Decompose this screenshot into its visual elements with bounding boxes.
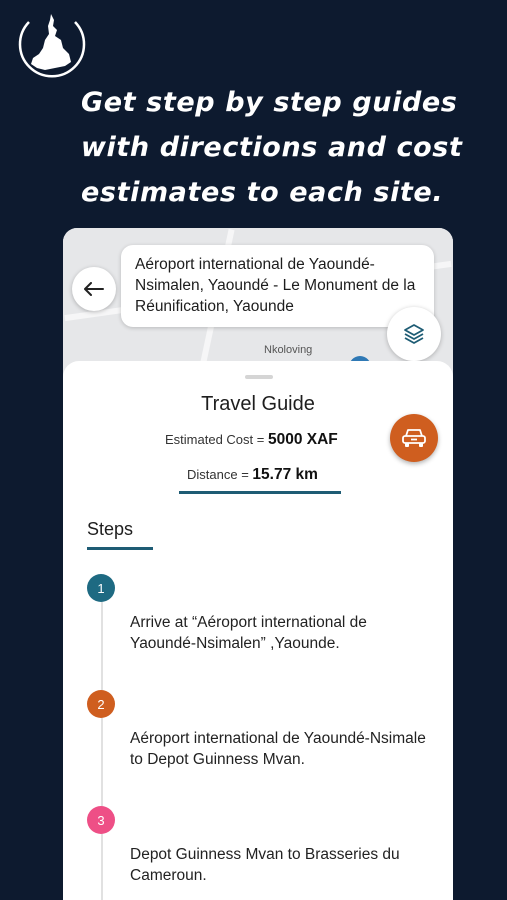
- distance-value: 15.77 km: [252, 466, 318, 483]
- layers-button[interactable]: [387, 307, 441, 361]
- distance: [187, 466, 318, 484]
- route-address-card[interactable]: Aéroport international de Yaoundé-Nsimalen, Yaoundé - Le Monument de la Réunification, Yaounde: [121, 245, 434, 327]
- travel-guide-sheet: [63, 361, 453, 900]
- headline: [81, 80, 481, 215]
- distance-underline: [179, 491, 341, 494]
- step-text: Arrive at “Aéroport international de Yaoundé-Nsimalen” ,Yaounde.: [130, 614, 367, 652]
- car-button[interactable]: [390, 414, 438, 462]
- step-text: Depot Guinness Mvan to Brasseries du Cameroun.: [130, 846, 400, 884]
- cameroon-map-logo-icon: [17, 10, 87, 86]
- sheet-title: Travel Guide: [201, 393, 315, 415]
- headline-line-3: estimates to each site.: [81, 177, 444, 208]
- car-icon: [401, 427, 427, 449]
- drag-handle[interactable]: [245, 375, 273, 379]
- back-button[interactable]: [72, 267, 116, 311]
- distance-label: Distance =: [187, 467, 253, 482]
- tab-steps[interactable]: Steps: [87, 519, 134, 539]
- step-number-badge: 1: [87, 574, 115, 602]
- headline-line-2: with directions and cost: [81, 132, 463, 163]
- cost-label: Estimated Cost =: [165, 432, 268, 447]
- step-number-badge: 3: [87, 806, 115, 834]
- phone-screen: [63, 228, 453, 900]
- layers-icon: [402, 322, 426, 346]
- headline-line-1: Get step by step guides: [81, 87, 458, 118]
- steps-tab-underline: [87, 547, 153, 550]
- step-number-badge: 2: [87, 690, 115, 718]
- map-place-label: Nkoloving: [264, 344, 313, 356]
- arrow-left-icon: [84, 282, 104, 296]
- steps-timeline: [101, 589, 103, 900]
- estimated-cost: [165, 431, 338, 449]
- cost-value: 5000 XAF: [267, 431, 338, 448]
- step-text: Aéroport international de Yaoundé-Nsimale to Depot Guinness Mvan.: [130, 730, 426, 768]
